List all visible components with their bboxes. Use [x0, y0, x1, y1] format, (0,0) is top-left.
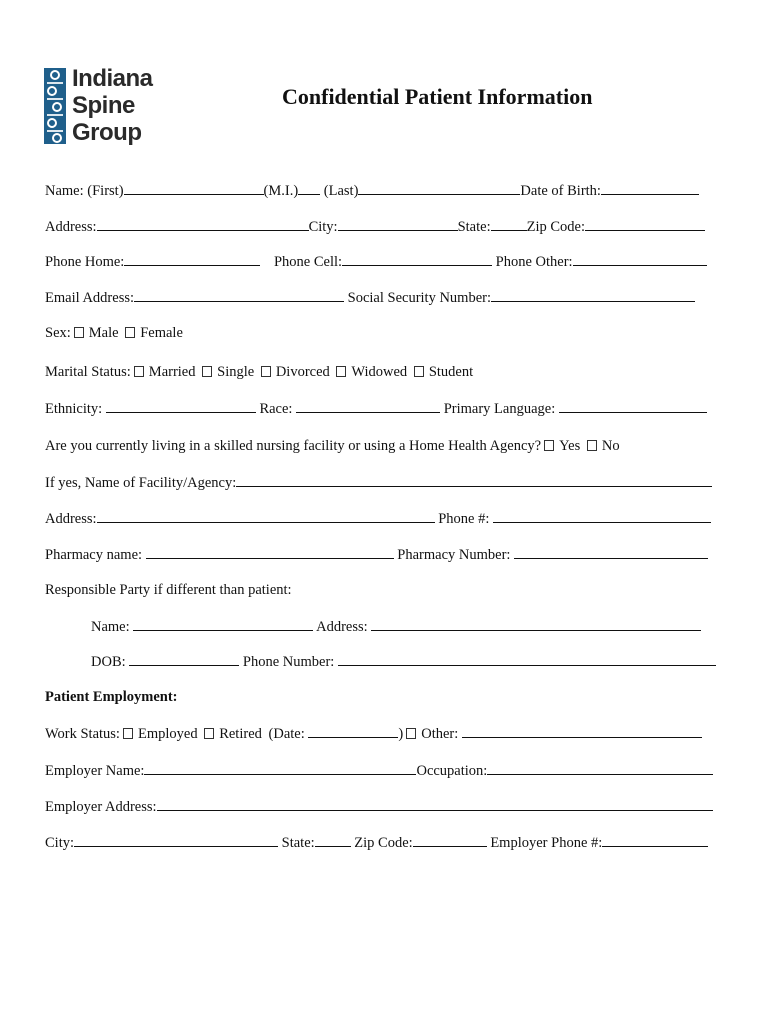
- phone-cell-label: Phone Cell:: [273, 254, 343, 270]
- address-field[interactable]: [97, 217, 309, 231]
- sex-row: [45, 324, 183, 342]
- employer-name-row: [45, 761, 713, 780]
- rp-phone-field[interactable]: [338, 652, 716, 666]
- widowed-label: Widowed: [351, 364, 408, 380]
- student-checkbox[interactable]: [414, 366, 424, 377]
- pharmacy-label: Pharmacy name:: [45, 547, 143, 563]
- employer-address-row: [45, 797, 713, 816]
- other-checkbox[interactable]: [406, 728, 416, 739]
- pharmacy-field[interactable]: [146, 545, 394, 559]
- phone-other-field[interactable]: [573, 252, 707, 266]
- facility-row: [45, 473, 712, 492]
- city-label: City:: [308, 219, 338, 235]
- skilled-yes-checkbox[interactable]: [544, 440, 554, 451]
- facility-phone-label: Phone #:: [438, 511, 490, 527]
- phone-cell-field[interactable]: [342, 252, 492, 266]
- marital-row: [45, 363, 473, 381]
- spine-icon: [44, 68, 66, 144]
- state-field[interactable]: [491, 217, 527, 231]
- ethnicity-label: Ethnicity:: [45, 401, 103, 417]
- work-status-row: [45, 724, 702, 743]
- last-name-label: (Last): [323, 183, 359, 199]
- sex-male-checkbox[interactable]: [74, 327, 84, 338]
- facility-address-row: [45, 509, 711, 528]
- pharmacy-number-field[interactable]: [514, 545, 708, 559]
- married-label: Married: [148, 364, 196, 380]
- facility-field[interactable]: [236, 473, 712, 487]
- city-field[interactable]: [338, 217, 458, 231]
- state-label: State:: [457, 219, 491, 235]
- ssn-field[interactable]: [491, 288, 695, 302]
- retired-date-field[interactable]: [308, 724, 398, 738]
- facility-phone-field[interactable]: [493, 509, 711, 523]
- race-label: Race:: [259, 401, 293, 417]
- sex-female-label: Female: [140, 325, 183, 341]
- sex-label: Sex:: [45, 325, 71, 341]
- work-status-label: Work Status:: [45, 726, 120, 742]
- employer-city-row: [45, 833, 708, 852]
- name-row: [45, 181, 699, 200]
- language-label: Primary Language:: [443, 401, 556, 417]
- employed-label: Employed: [137, 726, 198, 742]
- employer-zip-label: Zip Code:: [354, 835, 413, 851]
- zip-label: Zip Code:: [526, 219, 586, 235]
- rp-name-label: Name:: [91, 619, 130, 635]
- skilled-yes-label: Yes: [559, 438, 581, 454]
- employer-state-label: State:: [281, 835, 315, 851]
- sex-female-checkbox[interactable]: [125, 327, 135, 338]
- divorced-label: Divorced: [275, 364, 330, 380]
- phone-row: [45, 252, 707, 271]
- retired-date-label: (Date:: [268, 726, 305, 742]
- email-row: [45, 288, 695, 307]
- logo-text: Indiana Spine Group: [72, 65, 153, 146]
- skilled-nursing-question: Are you currently living in a skilled nursing facility or using a Home Health Agency?: [45, 438, 542, 454]
- responsible-dob-row: [91, 652, 716, 671]
- employer-name-label: Employer Name:: [45, 763, 145, 779]
- rp-address-label: Address:: [316, 619, 368, 635]
- employer-city-field[interactable]: [74, 833, 278, 847]
- employer-name-field[interactable]: [144, 761, 416, 775]
- email-field[interactable]: [134, 288, 344, 302]
- skilled-no-label: No: [601, 438, 620, 454]
- other-field[interactable]: [462, 724, 702, 738]
- first-name-label: Name: (First): [45, 183, 124, 199]
- employer-state-field[interactable]: [315, 833, 351, 847]
- employer-phone-field[interactable]: [602, 833, 708, 847]
- mi-field[interactable]: [298, 181, 320, 195]
- indiana-spine-group-logo: [44, 65, 156, 146]
- ssn-label: Social Security Number:: [347, 290, 491, 306]
- address-row: [45, 217, 705, 236]
- responsible-heading: Responsible Party if different than patient:: [45, 582, 292, 598]
- facility-address-label: Address:: [45, 511, 97, 527]
- single-label: Single: [217, 364, 255, 380]
- employer-address-label: Employer Address:: [45, 799, 157, 815]
- employer-address-field[interactable]: [157, 797, 713, 811]
- married-checkbox[interactable]: [134, 366, 144, 377]
- divorced-checkbox[interactable]: [261, 366, 271, 377]
- language-field[interactable]: [559, 399, 707, 413]
- employer-city-label: City:: [45, 835, 75, 851]
- zip-field[interactable]: [585, 217, 705, 231]
- ethnicity-row: [45, 399, 707, 418]
- rp-name-field[interactable]: [133, 617, 313, 631]
- occupation-field[interactable]: [487, 761, 713, 775]
- dob-label: Date of Birth:: [520, 183, 601, 199]
- student-label: Student: [428, 364, 474, 380]
- page-title: Confidential Patient Information: [282, 84, 593, 109]
- rp-dob-field[interactable]: [129, 652, 239, 666]
- rp-phone-label: Phone Number:: [242, 654, 335, 670]
- rp-address-field[interactable]: [371, 617, 701, 631]
- sex-male-label: Male: [88, 325, 119, 341]
- employed-checkbox[interactable]: [123, 728, 133, 739]
- ethnicity-field[interactable]: [106, 399, 256, 413]
- marital-label: Marital Status:: [45, 364, 131, 380]
- responsible-name-row: [91, 617, 701, 636]
- phone-other-label: Phone Other:: [495, 254, 573, 270]
- retired-date-close: ): [398, 726, 404, 742]
- employment-heading: Patient Employment:: [45, 689, 178, 705]
- other-label: Other:: [421, 726, 459, 742]
- retired-label: Retired: [219, 726, 262, 742]
- pharmacy-row: [45, 545, 708, 564]
- race-field[interactable]: [296, 399, 440, 413]
- dob-field[interactable]: [601, 181, 699, 195]
- employer-phone-label: Employer Phone #:: [490, 835, 603, 851]
- pharmacy-number-label: Pharmacy Number:: [397, 547, 511, 563]
- occupation-label: Occupation:: [416, 763, 488, 779]
- skilled-no-checkbox[interactable]: [587, 440, 597, 451]
- skilled-nursing-row: [45, 437, 620, 455]
- phone-home-field[interactable]: [124, 252, 260, 266]
- facility-label: If yes, Name of Facility/Agency:: [45, 475, 237, 491]
- facility-address-field[interactable]: [97, 509, 435, 523]
- rp-dob-label: DOB:: [91, 654, 126, 670]
- last-name-field[interactable]: [358, 181, 520, 195]
- first-name-field[interactable]: [124, 181, 264, 195]
- single-checkbox[interactable]: [202, 366, 212, 377]
- widowed-checkbox[interactable]: [336, 366, 346, 377]
- retired-checkbox[interactable]: [204, 728, 214, 739]
- phone-home-label: Phone Home:: [45, 254, 125, 270]
- email-label: Email Address:: [45, 290, 135, 306]
- employer-zip-field[interactable]: [413, 833, 487, 847]
- address-label: Address:: [45, 219, 97, 235]
- mi-label: (M.I.): [263, 183, 299, 199]
